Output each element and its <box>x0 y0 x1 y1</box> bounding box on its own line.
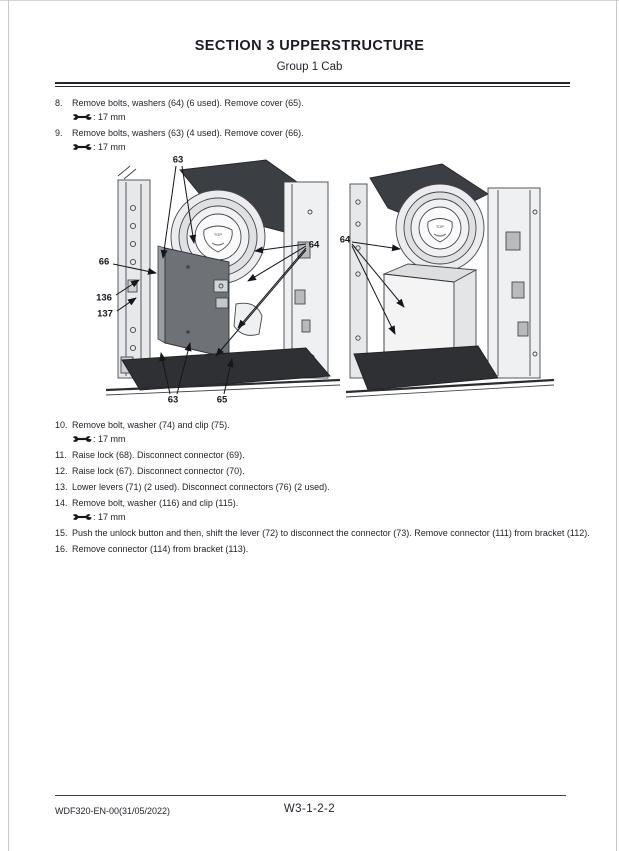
callout-label-63: 63 <box>172 154 184 166</box>
step-item <box>55 97 575 123</box>
footer-rule <box>55 795 566 796</box>
step-item <box>55 543 600 555</box>
step-number: 12. <box>55 466 68 476</box>
step-number: 9. <box>55 128 63 138</box>
step-text: Push the unlock button and then, shift the lever (72) to disconnect the connector (73). Remove connector (111) from bracket (112). <box>72 528 590 538</box>
step-number: 10. <box>55 420 68 430</box>
wrench-icon <box>72 113 92 121</box>
section-title: SECTION 3 UPPERSTRUCTURE <box>194 38 425 54</box>
page-right-edge <box>616 0 617 851</box>
callout-arrow-63 <box>161 353 170 394</box>
wrench-size: : 17 mm <box>93 434 126 444</box>
callout-arrow-64 <box>255 244 306 251</box>
callout-label-136: 136 <box>96 292 112 304</box>
callout-arrow-64 <box>238 248 306 328</box>
callout-label-64: 64 <box>339 234 351 246</box>
step-item <box>55 497 600 523</box>
callout-arrow-63 <box>163 166 176 258</box>
step-item <box>55 481 600 493</box>
callout-arrow-136 <box>116 280 139 295</box>
callout-leader-lines <box>88 152 558 414</box>
tool-size-line <box>72 511 600 523</box>
wrench-size: : 17 mm <box>93 142 126 152</box>
steps-list-lower <box>55 419 600 559</box>
step-text: Remove bolt, washer (74) and clip (75). <box>72 420 230 430</box>
page-number-code: W3-1-2-2 <box>283 803 336 815</box>
step-number: 15. <box>55 528 68 538</box>
callout-arrow-63 <box>177 343 190 394</box>
callout-arrow-65 <box>224 359 232 394</box>
step-text: Remove bolt, washer (116) and clip (115). <box>72 498 239 508</box>
wrench-icon <box>72 435 92 443</box>
step-number: 13. <box>55 482 68 492</box>
tool-size-line <box>72 433 600 445</box>
callout-arrow-66 <box>113 264 156 273</box>
document-code: WDF320-EN-00(31/05/2022) <box>55 806 171 816</box>
callout-arrow-64 <box>216 250 306 356</box>
step-text: Remove bolts, washers (63) (4 used). Remove cover (66). <box>72 128 304 138</box>
step-text: Remove bolts, washers (64) (6 used). Remove cover (65). <box>72 98 304 108</box>
callout-label-66: 66 <box>98 256 110 268</box>
svg-text:TOP: TOP <box>213 232 223 237</box>
step-number: 16. <box>55 544 68 554</box>
wrench-size: : 17 mm <box>93 512 126 522</box>
callout-arrow-63 <box>182 166 194 243</box>
steps-list-upper <box>55 97 575 157</box>
callout-arrow-64 <box>352 244 404 307</box>
step-text: Lower levers (71) (2 used). Disconnect connectors (76) (2 used). <box>72 482 330 492</box>
tool-size-line <box>72 111 575 123</box>
step-text: Remove connector (114) from bracket (113). <box>72 544 249 554</box>
step-number: 14. <box>55 498 68 508</box>
wrench-icon <box>72 513 92 521</box>
step-number: 11. <box>55 450 67 460</box>
step-item <box>55 527 600 539</box>
header-rule-thick <box>55 82 570 84</box>
page-left-edge <box>8 0 9 851</box>
callout-label-63: 63 <box>167 394 179 406</box>
step-item <box>55 419 600 445</box>
step-text: Raise lock (68). Disconnect connector (69). <box>72 450 245 460</box>
step-number: 8. <box>55 98 63 108</box>
wrench-size: : 17 mm <box>93 112 126 122</box>
callout-label-65: 65 <box>216 394 228 406</box>
step-item <box>55 449 600 461</box>
header-rule-thin <box>55 86 570 87</box>
callout-label-137: 137 <box>97 308 113 320</box>
step-text: Raise lock (67). Disconnect connector (70). <box>72 466 245 476</box>
callout-arrow-137 <box>117 298 136 311</box>
wrench-icon <box>72 143 92 151</box>
group-subtitle: Group 1 Cab <box>276 61 343 73</box>
svg-text:TOP: TOP <box>435 224 445 229</box>
figure-cab-diagrams <box>88 152 558 414</box>
page-top-edge <box>0 0 619 1</box>
step-item <box>55 127 575 153</box>
callout-arrow-64 <box>352 246 395 334</box>
callout-label-64: 64 <box>308 239 320 251</box>
callout-arrow-64 <box>352 242 400 249</box>
step-item <box>55 465 600 477</box>
